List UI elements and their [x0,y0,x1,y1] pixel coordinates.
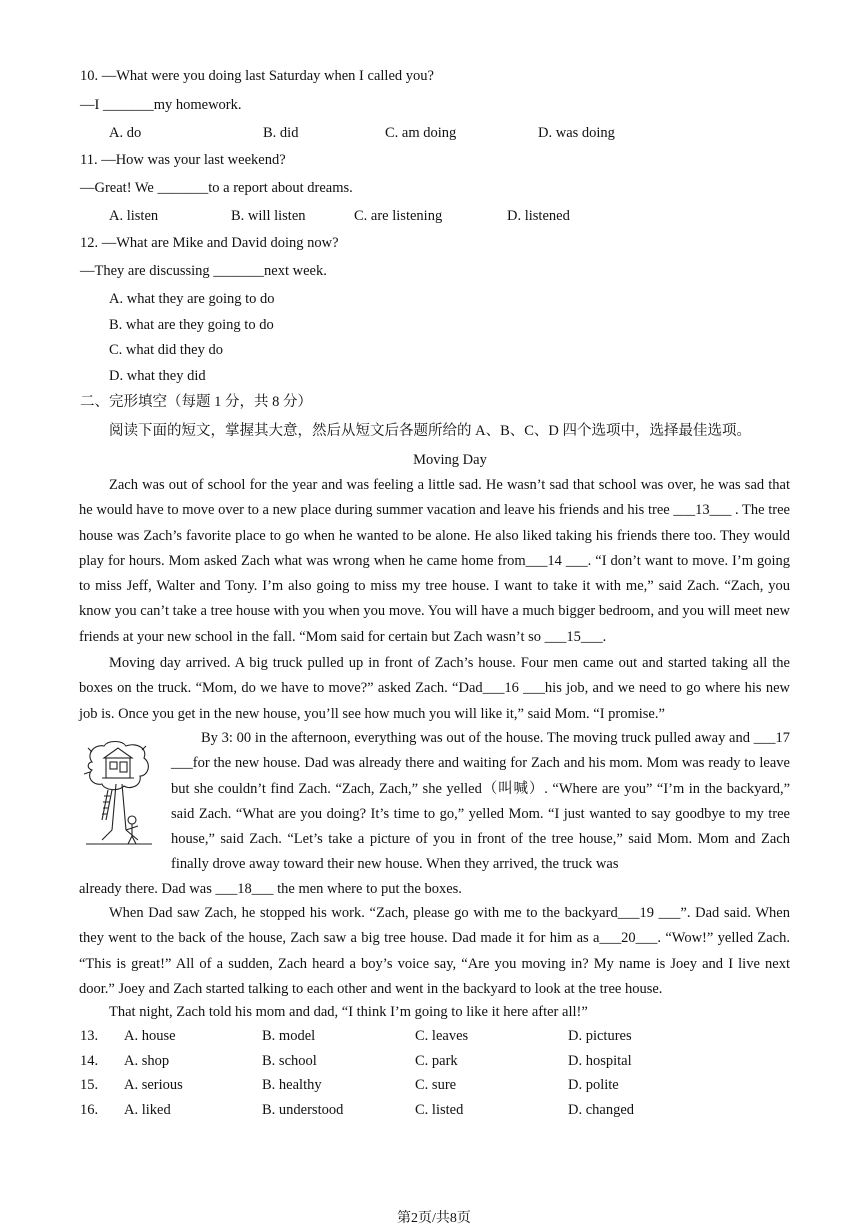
passage-title: Moving Day [413,452,487,468]
choice-number: 14. [80,1053,99,1069]
question-10-option-d: D. was doing [538,125,615,141]
question-12-option-c: C. what did they do [109,342,223,358]
passage-paragraph-2: Moving day arrived. A big truck pulled up in front of Zach’s house. Four men came out and started taking all the boxes on the truck. “Mom, do we have to move?” asked Zach. “Dad___16 ___his job, and we need to go where his new job is. Once you get in the new house, you’ll see how much you will like it,” said Mom. “I promise.” [79,655,790,722]
passage-paragraph-3: By 3: 00 in the afternoon, everything was out of the house. The moving truck pulled away and ___17 ___for the new house. Dad was already there and waiting for Zach and his mom. Mom was ready to leave but she couldn’t find Zach. “Zach, Zach,” she yelled（叫喊）. “Where are you” “I’m in the backyard,” said Zach. “What are you doing? It’s time to go,” yelled Mom. “I just wanted to say goodbye to my tree house,” said Zach. “Let’s take a picture of you in front of the tree house,” said Mom. Mom and Zach finally drove away toward their new house. When they arrived, the truck was [171,730,790,873]
question-10-option-b: B. did [263,125,299,141]
choice-option-c: C. leaves [415,1028,469,1044]
choice-option-a: A. serious [124,1077,183,1093]
page-number: 第2页/共8页 [397,1211,471,1226]
question-10-answer-line: —I _______my homework. [80,97,242,113]
question-11-option-b: B. will listen [231,208,306,224]
choice-option-d: D. polite [568,1077,619,1093]
question-12-answer-line: —They are discussing _______next week. [80,263,327,279]
passage-paragraph-3-continued: already there. Dad was ___18___ the men where to put the boxes. [79,881,462,897]
question-11-answer-line: —Great! We _______to a report about dreams. [80,180,353,196]
section-heading: 二、完形填空（每题 1 分，共 8 分） [80,394,312,410]
passage-paragraph-1: Zach was out of school for the year and was feeling a little sad. He wasn’t sad that school was over, he was sad that he would have to move over to a new place during summer vacation and leave his friends and his tree ___13___ . The tree house was Zach’s favorite place to go when he wanted to be alone. He also liked taking his friends there too. They would play for hours. Mom asked Zach what was wrong when he came home from___14 ___. “I don’t want to move. I’m going to miss Jeff, Walter and Tony. I’m also going to miss my tree house. I want to take it with me,” said Zach. “Zach, you know you can’t take a tree house with you when you move. You will have a much bigger bedroom, and you will meet new friends at your new school in the fall. “Mom said for certain but Zach wasn’t so ___15___. [79,477,790,645]
question-12-option-b: B. what are they going to do [109,317,274,333]
choice-option-b: B. healthy [262,1077,322,1093]
section-instruction: 阅读下面的短文，掌握其大意，然后从短文后各题所给的 A、B、C、D 四个选项中，选择最佳选项。 [109,423,752,439]
choice-option-a: A. liked [124,1102,171,1118]
question-12-stem: 12. —What are Mike and David doing now? [80,235,339,251]
question-11-option-a: A. listen [109,208,159,224]
question-12-option-a: A. what they are going to do [109,291,275,307]
choice-option-d: D. hospital [568,1053,632,1069]
choice-number: 15. [80,1077,99,1093]
choice-option-b: B. school [262,1053,317,1069]
choice-option-d: D. pictures [568,1028,632,1044]
question-12-option-d: D. what they did [109,368,206,384]
question-10-stem: 10. —What were you doing last Saturday when I called you? [80,68,434,84]
choice-number: 16. [80,1102,99,1118]
question-11-option-c: C. are listening [354,208,443,224]
choice-number: 13. [80,1028,99,1044]
question-10-option-c: C. am doing [385,125,457,141]
choice-option-b: B. understood [262,1102,344,1118]
tree-house-illustration [82,740,154,852]
choice-option-d: D. changed [568,1102,635,1118]
choice-option-b: B. model [262,1028,316,1044]
choice-option-a: A. shop [124,1053,170,1069]
question-11-stem: 11. —How was your last weekend? [80,152,286,168]
choice-option-c: C. park [415,1053,458,1069]
question-10-option-a: A. do [109,125,142,141]
question-11-option-d: D. listened [507,208,570,224]
choice-option-a: A. house [124,1028,176,1044]
passage-paragraph-5: That night, Zach told his mom and dad, “I think I’m going to like it here after all!” [109,1004,588,1020]
choice-option-c: C. listed [415,1102,464,1118]
passage-paragraph-4: When Dad saw Zach, he stopped his work. “Zach, please go with me to the backyard___19 ___”. Dad said. When they went to the back of the house, Zach saw a big tree house. Dad made it for him as a___20___. “Wow!” yelled Zach. “This is great!” All of a sudden, Zach heard a boy’s voice say, “Are you moving in? My name is Joey and I live next door.” Joey and Zach started talking to each other and went in the backyard to look at the tree house. [79,905,790,997]
choice-option-c: C. sure [415,1077,457,1093]
